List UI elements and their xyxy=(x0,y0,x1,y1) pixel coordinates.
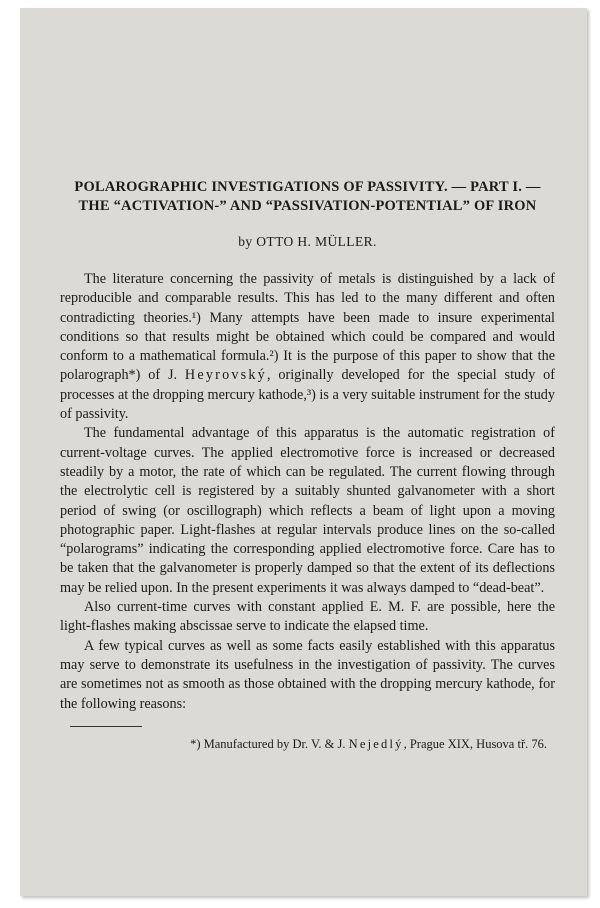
footnote-text-b: , Prague XIX, Husova tř. 76. xyxy=(403,736,547,751)
nejedly-name: Nejedlý xyxy=(348,736,404,751)
footnote-divider xyxy=(70,726,142,727)
footnote xyxy=(60,737,555,752)
paragraph-1 xyxy=(60,270,555,424)
heyrovsky-name: Heyrovský xyxy=(184,367,267,384)
paragraph-4: A few typical curves as well as some facts easily established with this apparatus may serve to demonstrate its usefulness in the investigation of passivity. The curves are sometimes not as smooth as those obtained with the dropping mercury kathode, for the following reasons: xyxy=(60,637,555,712)
title-line-2: THE “ACTIVATION-” AND “PASSIVATION-POTENTIAL” OF IRON xyxy=(78,198,537,214)
paragraph-1-text-a: The literature concerning the passivity of metals is distinguished by a lack of reproducible and comparable results. This has led to the many different and often contradicting theories.¹) Many attempts have been made to insure experimental conditions so that results might be obtained which could be compared and would conform to a mathematical formula.²) It is the purpose of this paper to show that the polarograph*) of J. xyxy=(60,271,555,384)
paragraph-1-text-b: , originally developed for the special study of processes at the dropping mercury kathode,³) is a very suitable instrument for the study of passivity. xyxy=(60,367,555,423)
footnote-text-a: *) Manufactured by Dr. V. & J. xyxy=(190,736,349,751)
author-byline: by OTTO H. MÜLLER. xyxy=(238,234,377,249)
article-title xyxy=(60,178,555,216)
title-line-1: POLAROGRAPHIC INVESTIGATIONS OF PASSIVITY. — PART I. — xyxy=(74,179,541,195)
paragraph-3: Also current-time curves with constant applied E. M. F. are possible, here the light-flashes making abscissae serve to indicate the elapsed time. xyxy=(60,599,555,635)
document-page xyxy=(20,8,587,896)
paragraph-2: The fundamental advantage of this apparatus is the automatic registration of current-voltage curves. The applied electromotive force is increased or decreased steadily by a motor, the rate of which can be regulated. The current flowing through the electrolytic cell is registered by a suitably shunted galvanometer with a short period of swing (or oscillograph) which reflects a beam of light upon a moving photographic paper. Light-flashes at regular intervals produce lines on the so-called “polarograms” indicating the corresponding applied electromotive force. Care has to be taken that the galvanometer is properly damped so that the extent of its deflections may be relied upon. In the present experiments it was always damped to “dead-beat”. xyxy=(60,425,555,596)
